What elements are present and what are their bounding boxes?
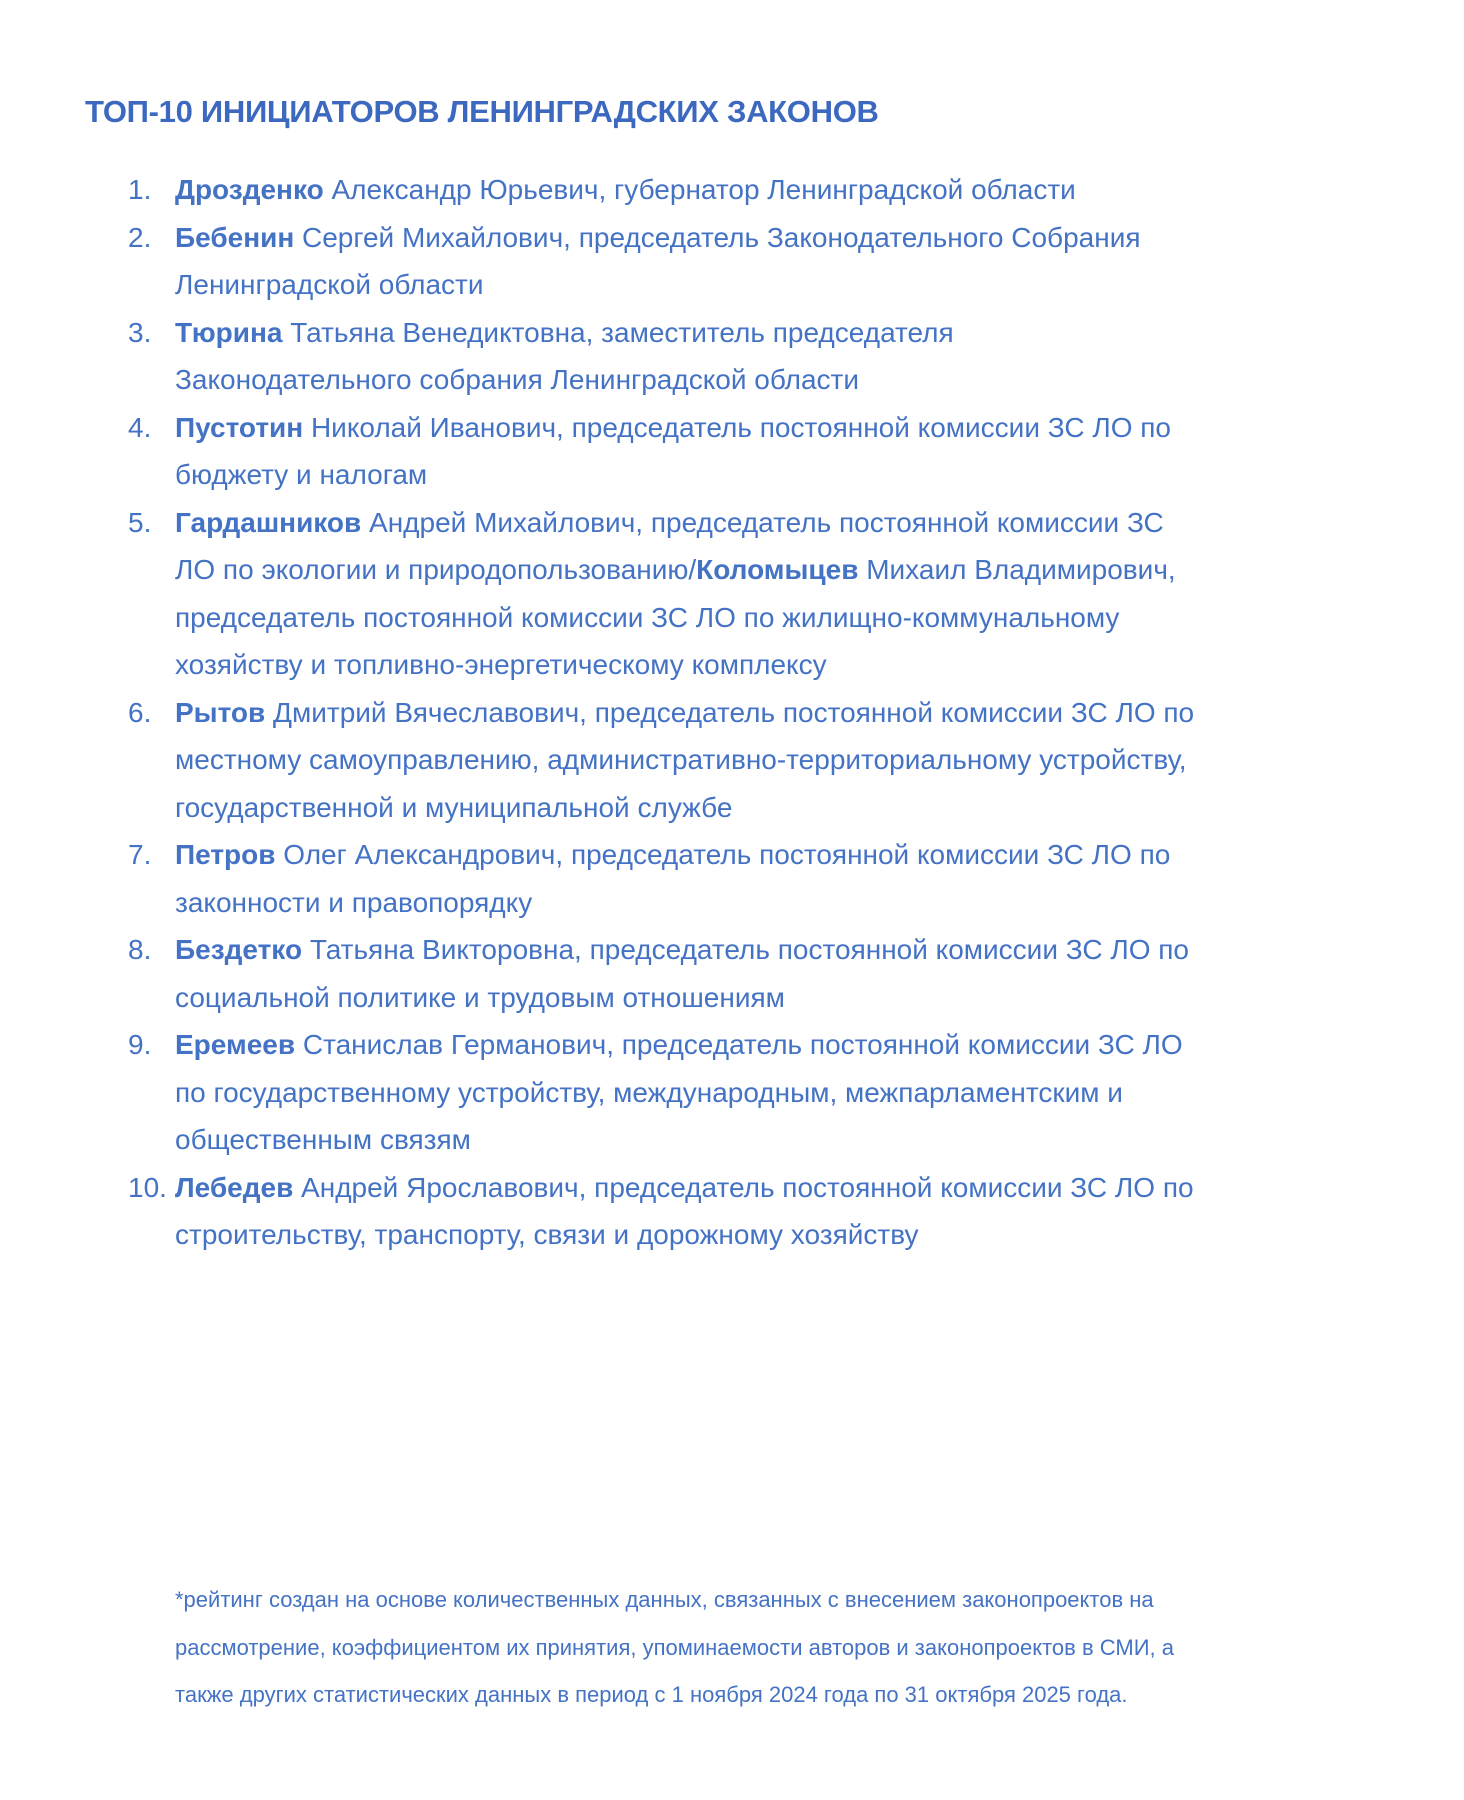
list-item	[128, 166, 1238, 214]
list-item	[128, 404, 1238, 499]
list-item-text	[175, 689, 1195, 832]
list-item-number: 8.	[128, 934, 152, 965]
list-item-number: 3.	[128, 316, 152, 348]
list-item-number: 9.	[128, 1029, 152, 1060]
list-item-text	[175, 166, 1195, 214]
person-role: Татьяна Викторовна, председатель постоянной комиссии ЗС ЛО по социальной политике и трудовым отношениям	[175, 934, 1189, 1013]
list-item-text	[175, 1164, 1195, 1259]
person-role: Татьяна Венедиктовна, заместитель председателя Законодательного собрания Ленинградской области	[175, 316, 954, 395]
person-name: Петров	[175, 839, 276, 870]
person-role: Олег Александрович, председатель постоянной комиссии ЗС ЛО по законности и правопорядку	[175, 839, 1171, 918]
list-item-number: 1.	[128, 174, 152, 205]
footnote: *рейтинг создан на основе количественных данных, связанных с внесением законопроектов на рассмотрение, коэффициентом их принятия, упоминаемости авторов и законопроектов в СМИ, а также других статистических данных в период с 1 ноября 2024 года по 31 октября 2025 года.	[175, 1587, 1175, 1707]
person-name: Тюрина	[175, 316, 283, 348]
list-item	[128, 1164, 1238, 1259]
list-item-number: 5.	[128, 506, 152, 538]
person-name: Рытов	[175, 696, 266, 728]
person-name: Лебедев	[175, 1171, 294, 1203]
list-item	[128, 1021, 1238, 1164]
person-name: Дрозденко	[175, 174, 324, 205]
person-role: Станислав Германович, председатель постоянной комиссии ЗС ЛО по государственному устройству, международным, межпарламентским и общественным связям	[175, 1029, 1183, 1155]
list-item	[128, 309, 1238, 404]
list-item-text	[175, 214, 1195, 309]
person-name: Коломыцев	[696, 554, 859, 585]
list-item-text	[175, 499, 1195, 689]
person-name: Пустотин	[175, 411, 304, 443]
list-item-text	[175, 831, 1195, 926]
person-name: Бездетко	[175, 934, 303, 965]
list-item-number: 2.	[128, 221, 152, 253]
list-item	[128, 689, 1238, 832]
top10-list	[128, 166, 1238, 1259]
list-item-text	[175, 926, 1195, 1021]
list-item	[128, 926, 1238, 1021]
person-role: Андрей Михайлович, председатель постоянной комиссии ЗС ЛО по экологии и природопользованию/	[175, 506, 1164, 585]
list-item	[128, 831, 1238, 926]
person-name: Еремеев	[175, 1029, 296, 1060]
person-role: Дмитрий Вячеславович, председатель постоянной комиссии ЗС ЛО по местному самоуправлению, административно-территориальному устройству, государственной и муниципальной службе	[175, 696, 1195, 823]
list-item-number: 4.	[128, 411, 152, 443]
person-role: Сергей Михайлович, председатель Законодательного Собрания Ленинградской области	[175, 221, 1141, 300]
person-role: Андрей Ярославович, председатель постоянной комиссии ЗС ЛО по строительству, транспорту, связи и дорожному хозяйству	[175, 1171, 1194, 1250]
list-item	[128, 214, 1238, 309]
list-item-number: 7.	[128, 839, 152, 870]
list-item-number: 10.	[128, 1171, 167, 1203]
list-item-text	[175, 404, 1195, 499]
person-name: Бебенин	[175, 221, 295, 253]
person-name: Гардашников	[175, 506, 362, 538]
person-role: Александр Юрьевич, губернатор Ленинградской области	[323, 174, 1076, 205]
page-title: ТОП-10 ИНИЦИАТОРОВ ЛЕНИНГРАДСКИХ ЗАКОНОВ	[85, 94, 879, 129]
list-item	[128, 499, 1238, 689]
person-role: Николай Иванович, председатель постоянной комиссии ЗС ЛО по бюджету и налогам	[175, 411, 1172, 490]
list-item-number: 6.	[128, 696, 152, 728]
person-role: Михаил Владимирович, председатель постоянной комиссии ЗС ЛО по жилищно-коммунальному хозяйству и топливно-энергетическому комплексу	[175, 554, 1176, 680]
list-item-text	[175, 1021, 1195, 1164]
list-item-text	[175, 309, 1195, 404]
